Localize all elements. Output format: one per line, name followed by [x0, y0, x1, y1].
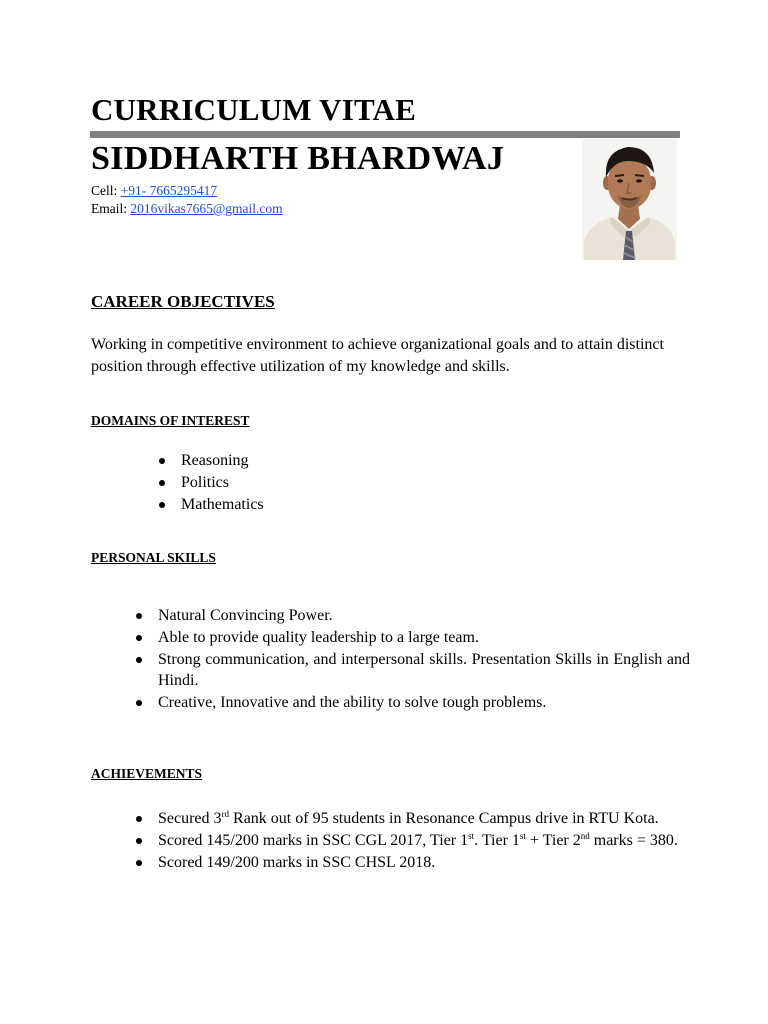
- list-item: Politics: [181, 472, 264, 493]
- skills-list: [158, 605, 690, 713]
- contact-cell: [91, 183, 217, 199]
- list-item: Scored 145/200 marks in SSC CGL 2017, Tier 1st. Tier 1st + Tier 2nd marks = 380.: [158, 830, 690, 851]
- bullet-icon: [136, 700, 142, 706]
- bullet-icon: [159, 502, 165, 508]
- career-objectives-heading: CAREER OBJECTIVES: [91, 292, 275, 311]
- bullet-icon: [159, 458, 165, 464]
- personal-skills-heading: PERSONAL SKILLS: [91, 550, 216, 565]
- list-item: Reasoning: [181, 450, 264, 471]
- email-label: Email:: [91, 201, 131, 216]
- career-objectives-text: Working in competitive environment to achieve organizational goals and to attain distinct position through effective utilization of my knowledge and skills.: [91, 336, 664, 375]
- email-link[interactable]: 2016vikas7665@gmail.com: [130, 201, 283, 216]
- list-item: Mathematics: [181, 494, 264, 515]
- domains-heading: DOMAINS OF INTEREST: [91, 413, 250, 428]
- title-divider: [90, 131, 680, 138]
- bullet-icon: [136, 613, 142, 619]
- document-title: CURRICULUM VITAE: [91, 92, 416, 127]
- list-item: Creative, Innovative and the ability to solve tough problems.: [158, 692, 690, 713]
- bullet-icon: [136, 838, 142, 844]
- list-item: Strong communication, and interpersonal skills. Presentation Skills in English and Hindi.: [158, 649, 690, 691]
- contact-email: [91, 201, 283, 217]
- list-item: Scored 149/200 marks in SSC CHSL 2018.: [158, 852, 690, 873]
- bullet-icon: [159, 480, 165, 486]
- cell-phone-link[interactable]: +91- 7665295417: [120, 183, 218, 198]
- profile-photo-illustration: [582, 139, 677, 260]
- bullet-icon: [136, 635, 142, 641]
- profile-photo: [582, 139, 677, 260]
- bullet-icon: [136, 816, 142, 822]
- bullet-icon: [136, 860, 142, 866]
- list-item: Natural Convincing Power.: [158, 605, 690, 626]
- cell-label: Cell:: [91, 183, 121, 198]
- list-item: Secured 3rd Rank out of 95 students in Resonance Campus drive in RTU Kota.: [158, 808, 690, 829]
- achievements-heading: ACHIEVEMENTS: [91, 766, 203, 781]
- bullet-icon: [136, 657, 142, 663]
- list-item: Able to provide quality leadership to a large team.: [158, 627, 690, 648]
- domains-list: [181, 450, 264, 515]
- achievements-list: [158, 808, 690, 873]
- candidate-name: SIDDHARTH BHARDWAJ: [91, 140, 505, 177]
